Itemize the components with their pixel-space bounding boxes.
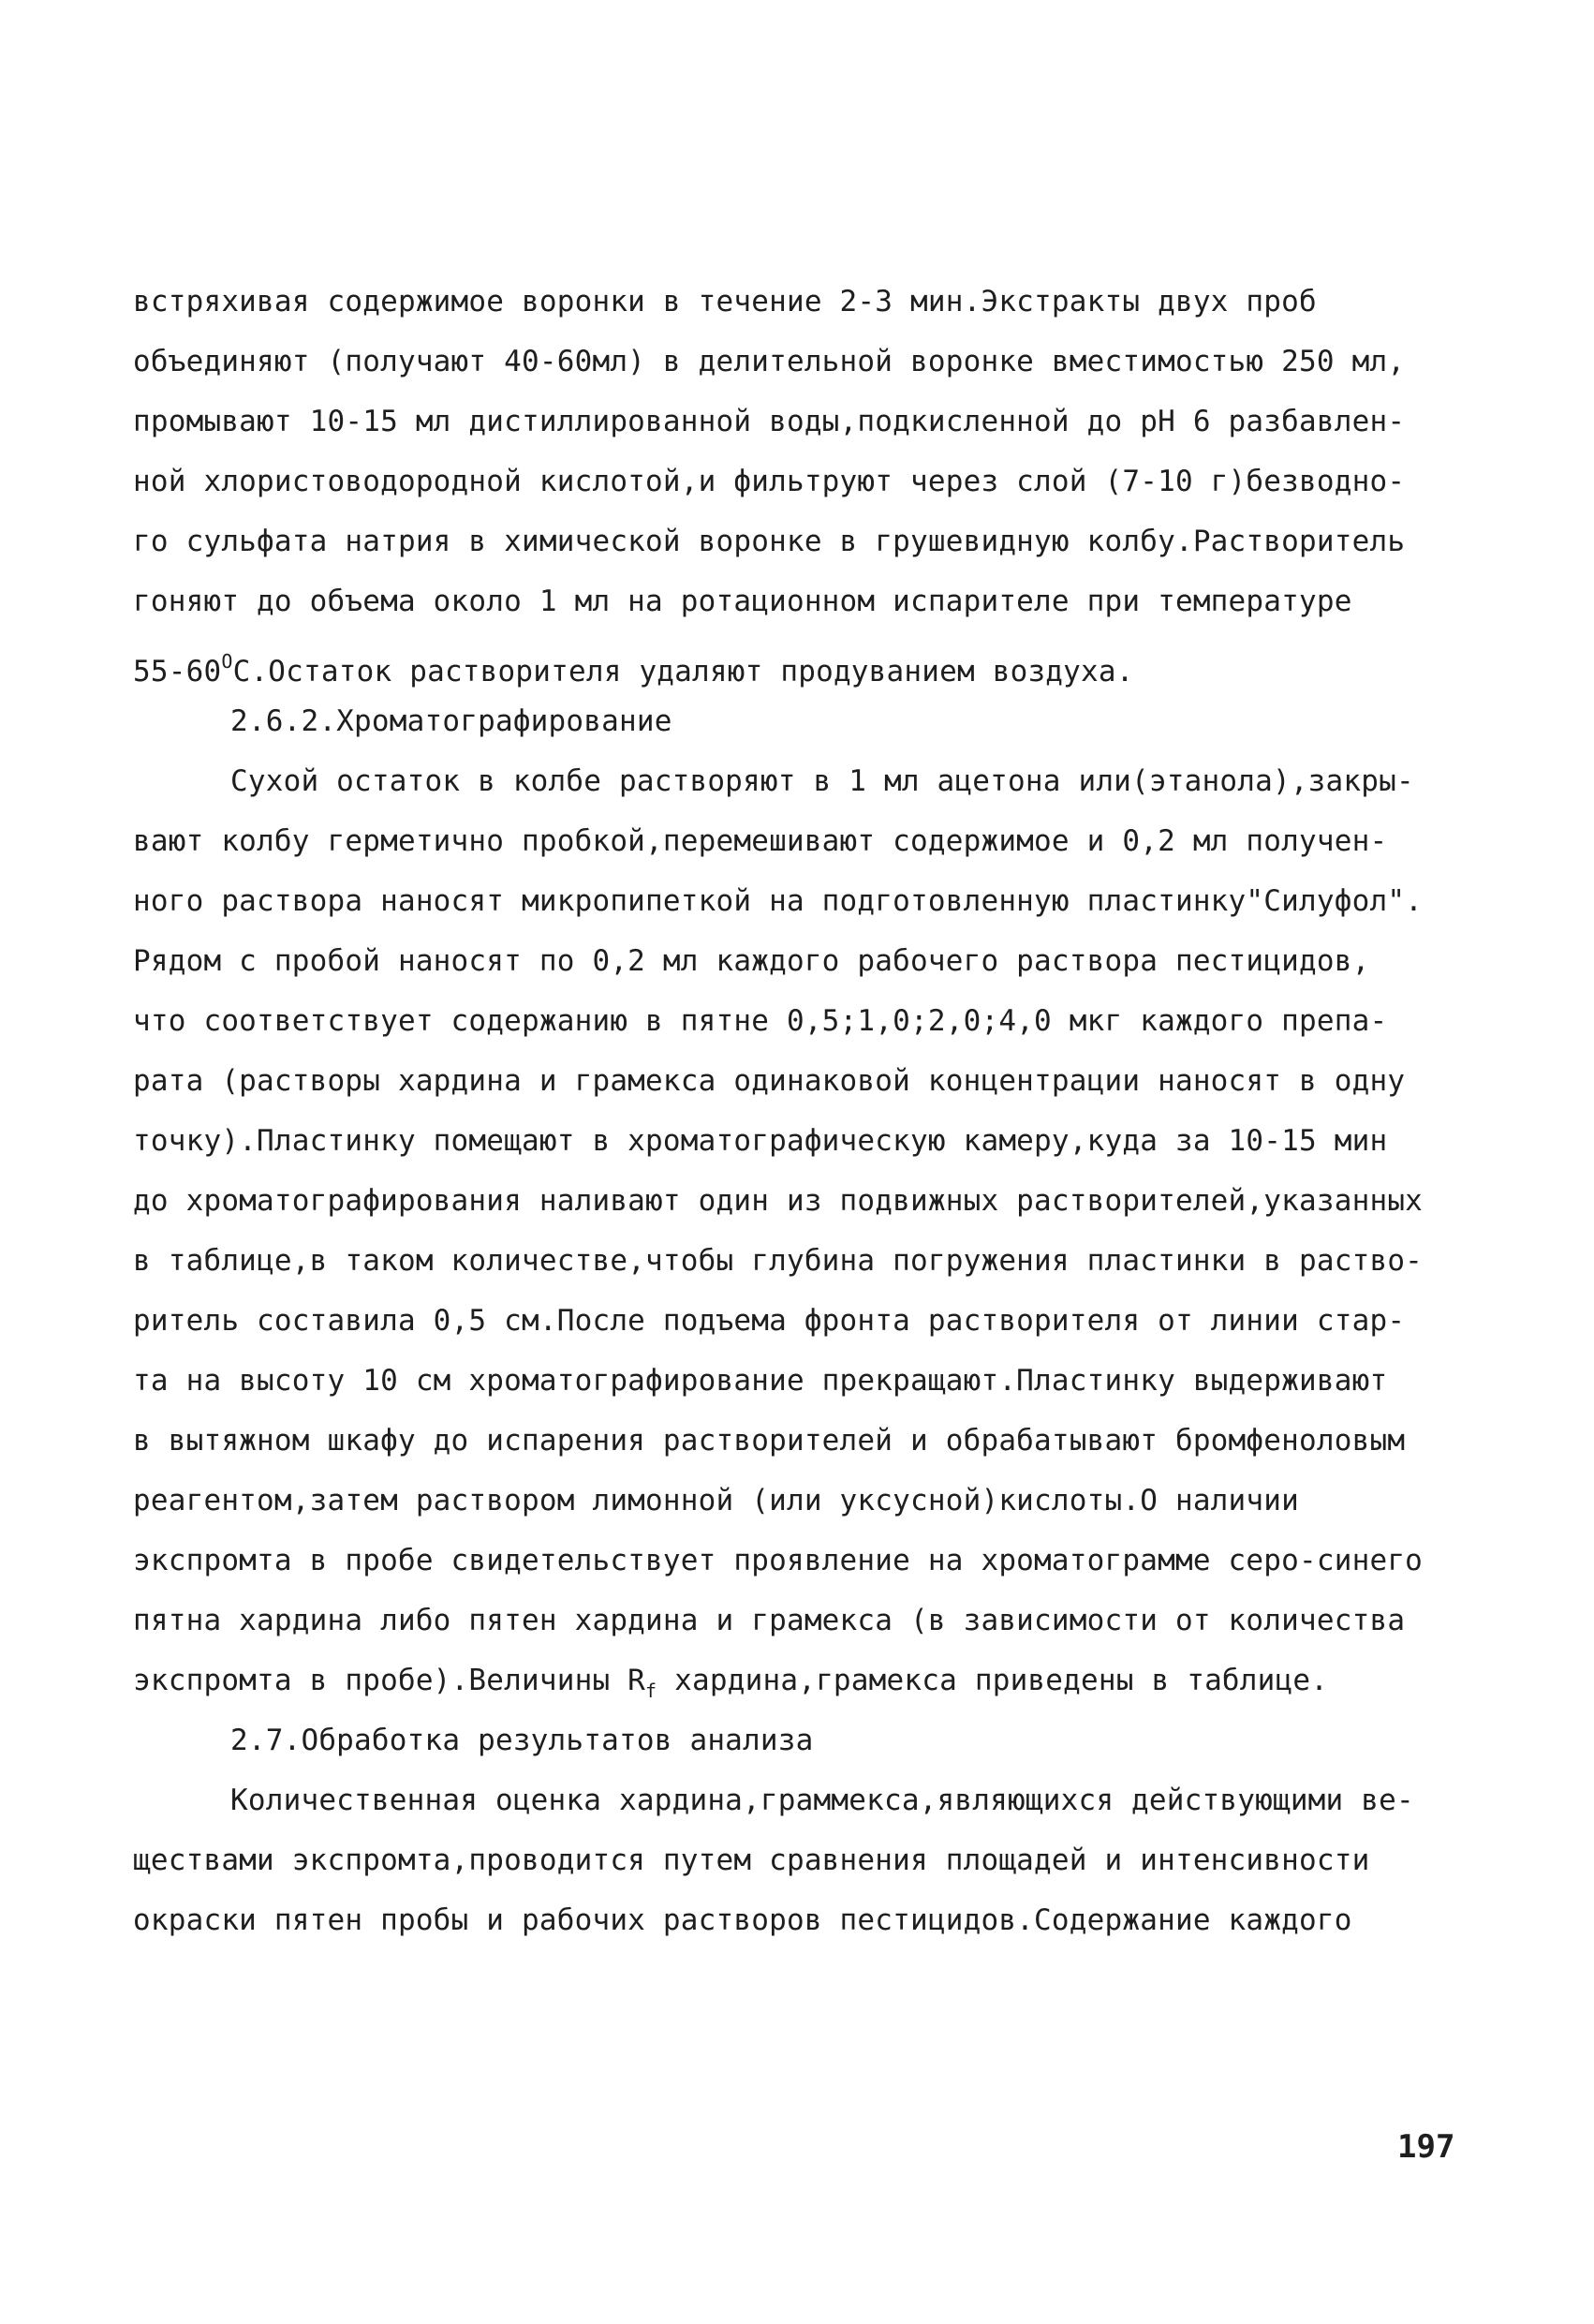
body-text [133, 272, 1482, 1950]
text-line [133, 1650, 1482, 1710]
text-line: ществами экспромта,проводится путем сравнения площадей и интенсивности [133, 1843, 1370, 1877]
text-line: точку).Пластинку помещают в хроматографическую камеру,куда за 10-15 мин [133, 1124, 1388, 1158]
text-line-rest: С.Остаток растворителя удаляют продуванием воздуха. [232, 655, 1134, 688]
text-line: вают колбу герметично пробкой,перемешивают содержимое и 0,2 мл получен- [133, 824, 1388, 858]
text-line: реагентом,затем раствором лимонной (или уксусной)кислоты.О наличии [133, 1484, 1299, 1517]
text-line: ного раствора наносят микропипеткой на подготовленную пластинку"Силуфол". [133, 884, 1424, 918]
text-line: объединяют (получают 40-60мл) в делительной воронке вместимостью 250 мл, [133, 345, 1406, 378]
text-line: промывают 10-15 мл дистиллированной воды,подкисленной до pH 6 разбавлен- [133, 405, 1406, 438]
text-line: до хроматографирования наливают один из подвижных растворителей,указанных [133, 1184, 1424, 1218]
page-number: 197 [1397, 2128, 1455, 2166]
text-line: экспромта в пробе свидетельствует проявление на хроматограмме серо-синего [133, 1544, 1424, 1577]
rf-subscript: f [645, 1680, 657, 1702]
text-line: окраски пятен пробы и рабочих растворов пестицидов.Содержание каждого [133, 1903, 1352, 1937]
text-line: Количественная оценка хардина,граммекса,являющихся действующими ве- [230, 1784, 1414, 1817]
text-line: та на высоту 10 см хроматографирование прекращают.Пластинку выдерживают [133, 1364, 1388, 1398]
text-line: Рядом с пробой наносят по 0,2 мл каждого рабочего раствора пестицидов, [133, 944, 1370, 978]
text-line: что соответствует содержанию в пятне 0,5;1,0;2,0;4,0 мкг каждого препа- [133, 1004, 1388, 1038]
temperature-range: 55-60 [133, 655, 222, 688]
text-line: в вытяжном шкафу до испарения растворителей и обрабатывают бромфеноловым [133, 1424, 1406, 1458]
degree-superscript: О [221, 650, 233, 673]
text-line: встряхивая содержимое воронки в течение 2-3 мин.Экстракты двух проб [133, 285, 1317, 318]
section-heading: 2.7.Обработка результатов анализа [230, 1724, 814, 1757]
text-line: пятна хардина либо пятен хардина и грамекса (в зависимости от количества [133, 1604, 1406, 1637]
text-line-start: экспромта в пробе).Величины R [133, 1664, 646, 1697]
section-heading: 2.6.2.Хроматографирование [230, 704, 672, 738]
text-line [133, 631, 1482, 691]
text-line: в таблице,в таком количестве,чтобы глубина погружения пластинки в раство- [133, 1244, 1424, 1278]
text-line: гоняют до объема около 1 мл на ротационном испарителе при температуре [133, 585, 1352, 618]
text-line: го сульфата натрия в химической воронке в грушевидную колбу.Растворитель [133, 525, 1406, 558]
text-line-rest: хардина,грамекса приведены в таблице. [657, 1664, 1329, 1697]
text-line: ной хлористоводородной кислотой,и фильтруют через слой (7-10 г)безводно- [133, 465, 1406, 498]
text-line: рата (растворы хардина и грамекса одинаковой концентрации наносят в одну [133, 1064, 1406, 1098]
text-line: Сухой остаток в колбе растворяют в 1 мл ацетона или(этанола),закры- [230, 764, 1414, 798]
text-line: ритель составила 0,5 см.После подъема фронта растворителя от линии стар- [133, 1304, 1406, 1338]
